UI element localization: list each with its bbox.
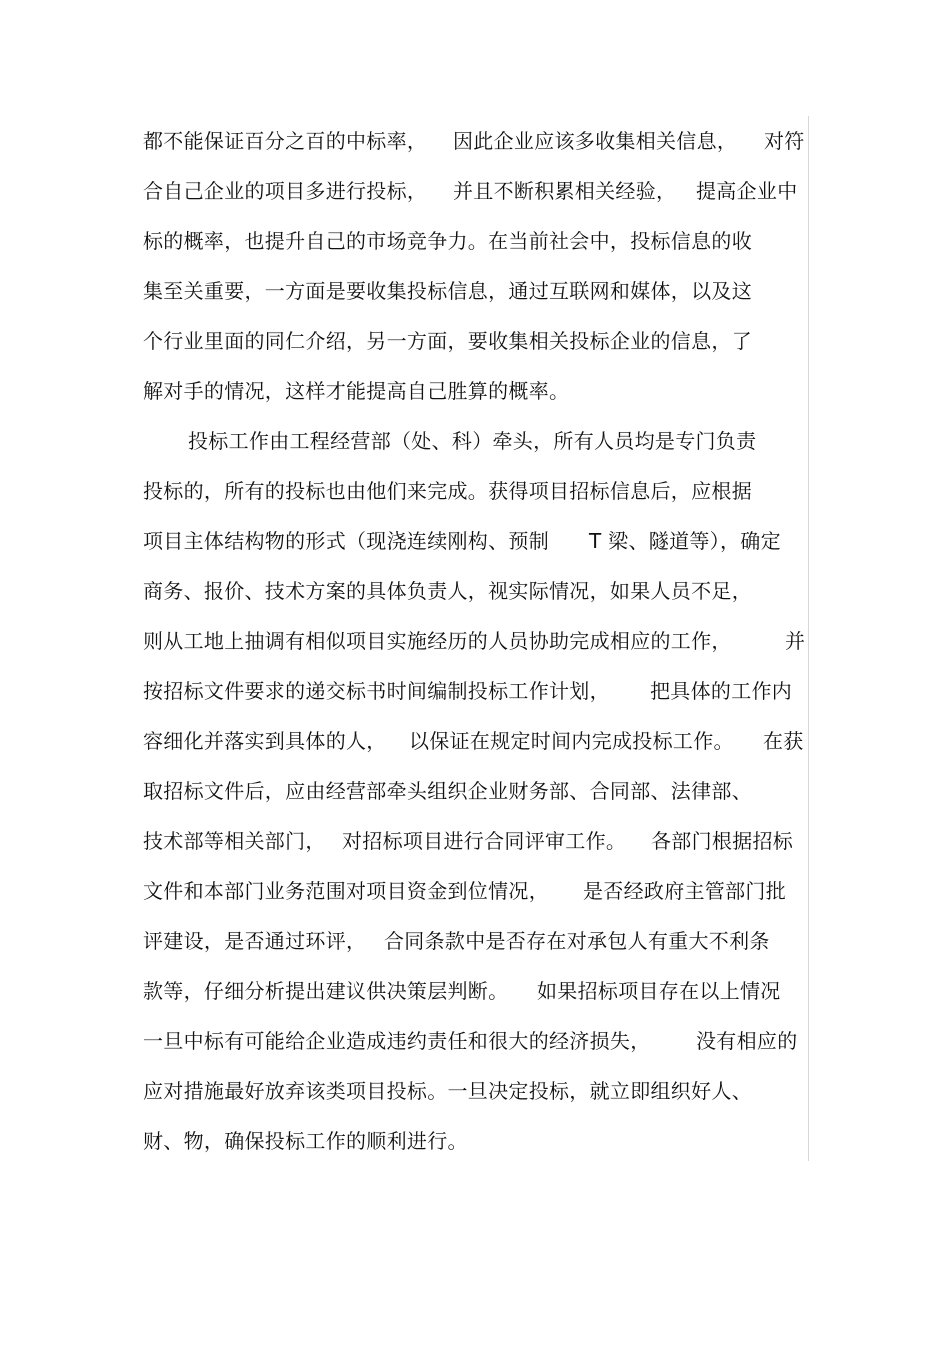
text-segment: 合同条款中是否存在对承包人有重大不利条 bbox=[384, 929, 770, 953]
text-segment: 集至关重要，一方面是要收集投标信息，通过互联网和媒体，以及这 bbox=[143, 279, 752, 303]
text-line bbox=[143, 1066, 808, 1116]
text-line bbox=[143, 416, 808, 466]
text-segment: 并且不断积累相关经验， bbox=[453, 179, 677, 203]
text-line bbox=[143, 516, 808, 566]
text-segment: 解对手的情况，这样才能提高自己胜算的概率。 bbox=[143, 379, 570, 403]
text-segment: 款等，仔细分析提出建议供决策层判断。 bbox=[143, 979, 509, 1003]
text-segment: 如果招标项目存在以上情况 bbox=[537, 979, 781, 1003]
body-text bbox=[143, 116, 809, 1161]
text-segment: T 梁、隧道等），确定 bbox=[589, 529, 781, 553]
text-segment: 提高企业中 bbox=[696, 179, 798, 203]
text-segment: 以保证在规定时间内完成投标工作。 bbox=[409, 729, 734, 753]
text-segment: 因此企业应该多收集相关信息， bbox=[453, 129, 738, 153]
text-segment: 合自己企业的项目多进行投标， bbox=[143, 179, 428, 203]
text-segment: 技术部等相关部门， bbox=[143, 829, 326, 853]
text-segment: 个行业里面的同仁介绍，另一方面，要收集相关投标企业的信息，了 bbox=[143, 329, 752, 353]
text-line bbox=[143, 566, 808, 616]
text-segment: 各部门根据招标 bbox=[651, 829, 794, 853]
text-line bbox=[143, 716, 808, 766]
text-segment: 没有相应的 bbox=[696, 1029, 798, 1053]
text-segment: 对招标项目进行合同评审工作。 bbox=[342, 829, 627, 853]
text-segment: 评建设，是否通过环评， bbox=[143, 929, 367, 953]
text-line bbox=[143, 266, 808, 316]
text-line bbox=[143, 466, 808, 516]
text-segment: 商务、报价、技术方案的具体负责人，视实际情况，如果人员不足， bbox=[143, 579, 752, 603]
text-segment: 对符 bbox=[764, 129, 805, 153]
text-segment: 标的概率，也提升自己的市场竞争力。在当前社会中，投标信息的收 bbox=[143, 229, 752, 253]
text-segment: 按招标文件要求的递交标书时间编制投标工作计划， bbox=[143, 679, 610, 703]
text-line bbox=[143, 116, 808, 166]
text-line bbox=[143, 816, 808, 866]
text-segment: 容细化并落实到具体的人， bbox=[143, 729, 387, 753]
text-line bbox=[143, 616, 808, 666]
text-segment: 把具体的工作内 bbox=[650, 679, 793, 703]
text-segment: 都不能保证百分之百的中标率， bbox=[143, 129, 428, 153]
text-segment: 文件和本部门业务范围对项目资金到位情况， bbox=[143, 879, 549, 903]
text-line bbox=[143, 866, 808, 916]
text-line bbox=[143, 916, 808, 966]
text-line bbox=[143, 316, 808, 366]
text-segment: 应对措施最好放弃该类项目投标。一旦决定投标，就立即组织好人、 bbox=[143, 1079, 752, 1103]
text-line bbox=[143, 216, 808, 266]
text-line bbox=[143, 766, 808, 816]
text-line bbox=[143, 666, 808, 716]
text-line bbox=[143, 166, 808, 216]
text-segment: 在获 bbox=[763, 729, 804, 753]
text-segment: 取招标文件后，应由经营部牵头组织企业财务部、合同部、法律部、 bbox=[143, 779, 752, 803]
text-segment: 一旦中标有可能给企业造成违约责任和很大的经济损失， bbox=[143, 1029, 651, 1053]
text-line bbox=[143, 366, 808, 416]
text-line bbox=[143, 966, 808, 1016]
text-segment: 并 bbox=[785, 629, 806, 653]
text-segment: 投标工作由工程经营部（处、科）牵头，所有人员均是专门负责 bbox=[188, 429, 757, 453]
text-line bbox=[143, 1116, 808, 1166]
text-segment: 项目主体结构物的形式（现浇连续刚构、预制 bbox=[143, 529, 549, 553]
text-segment: 是否经政府主管部门批 bbox=[583, 879, 786, 903]
text-segment: 投标的，所有的投标也由他们来完成。获得项目招标信息后，应根据 bbox=[143, 479, 752, 503]
text-segment: 财、物，确保投标工作的顺利进行。 bbox=[143, 1129, 468, 1153]
text-line bbox=[143, 1016, 808, 1066]
text-segment: 则从工地上抽调有相似项目实施经历的人员协助完成相应的工作， bbox=[143, 629, 732, 653]
